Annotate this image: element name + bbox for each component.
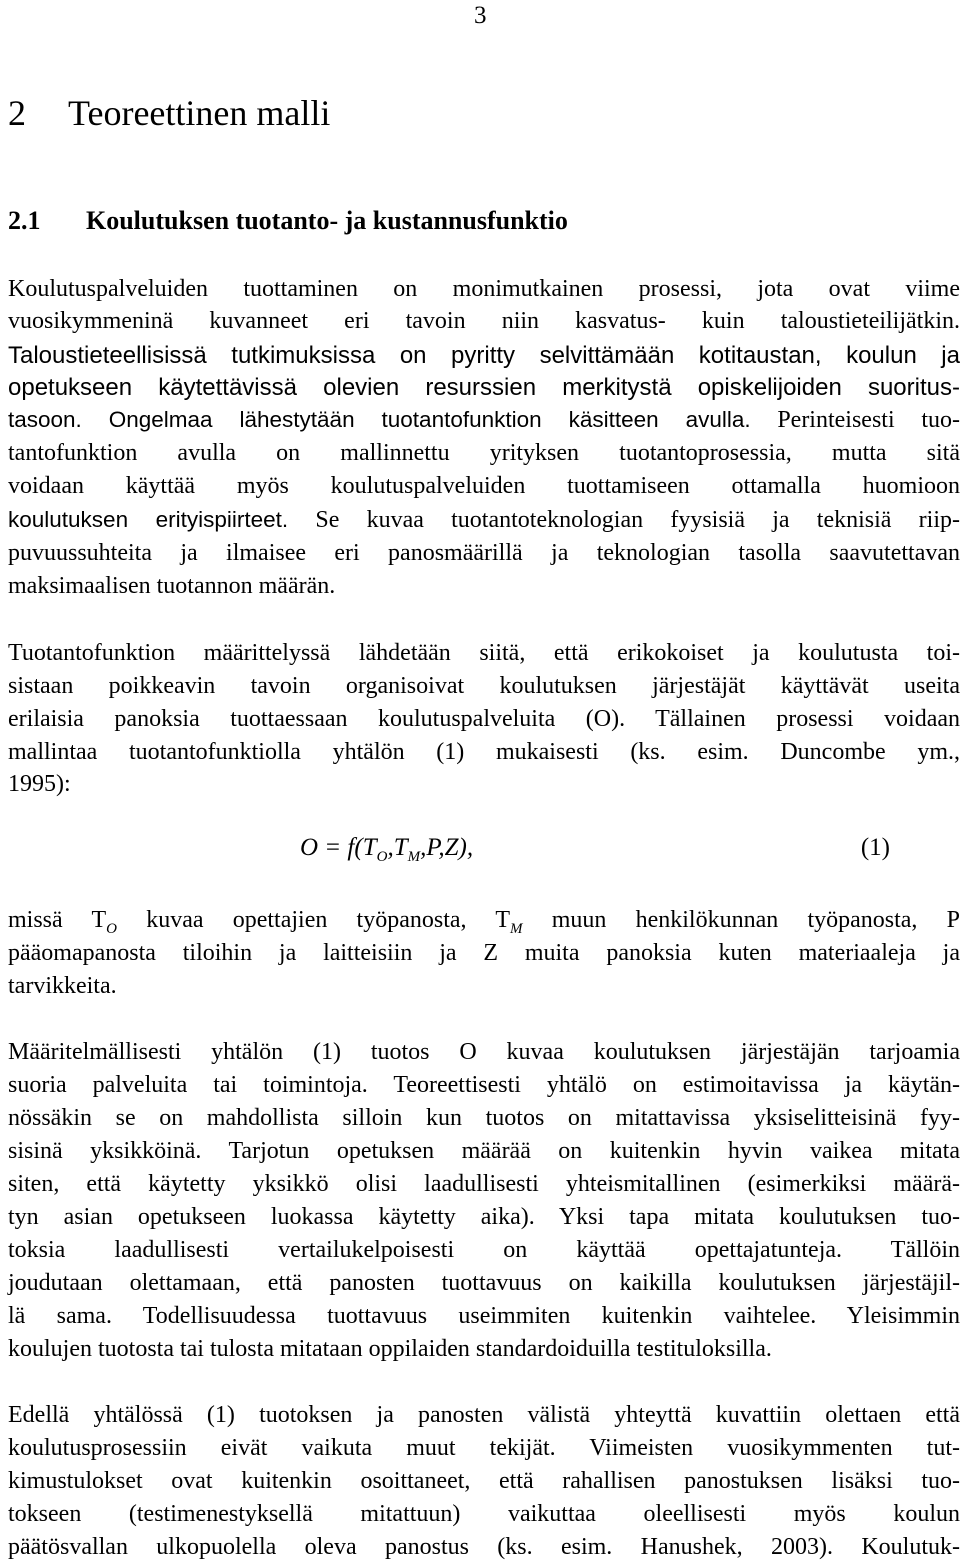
sentence: Se kuvaa tuotantoteknologian fyysisiä ja teknisiä riip- bbox=[288, 507, 960, 533]
paragraph-line: suoria palveluita tai toimintoja. Teoreettisesti yhtälö on estimoitavissa ja käytän- bbox=[8, 1072, 960, 1098]
paragraph-line: sistaan poikkeavin tavoin organisoivat koulutuksen järjestäjät käyttävät useita bbox=[8, 673, 960, 699]
paragraph-line: maksimaalisen tuotannon määrän. bbox=[8, 573, 336, 599]
section-heading bbox=[8, 92, 330, 134]
equation-part: O = f(T bbox=[300, 834, 377, 861]
paragraph-line: Tuotantofunktion määrittelyssä lähdetään siitä, että erikokoiset ja koulutusta toi- bbox=[8, 640, 960, 666]
equation-part: ,T bbox=[387, 834, 408, 861]
paragraph-line: koulutusprosessiin eivät vaikuta muut tekijät. Viimeisten vuosikymmenten tut- bbox=[8, 1435, 960, 1461]
paragraph-line: voidaan käyttää myös koulutuspalveluiden tuottamiseen ottamalla huomioon bbox=[8, 473, 960, 499]
subscript: O bbox=[106, 920, 117, 937]
subscript: M bbox=[509, 920, 523, 937]
paragraph-line: erilaisia panoksia tuottaessaan koulutuspalveluita (O). Tällainen prosessi voidaan bbox=[8, 706, 960, 732]
subsection-heading bbox=[8, 206, 568, 236]
sentence: Perinteisesti tuo- bbox=[750, 407, 960, 433]
subsection-title: Koulutuksen tuotanto- ja kustannusfunktio bbox=[86, 206, 568, 235]
sentence: tasoon. Ongelmaa lähestytään tuotantofunktion käsitteen avulla. bbox=[8, 407, 751, 432]
paragraph-line: Taloustieteellisissä tutkimuksissa on pyritty selvittämään kotitaustan, koulun ja bbox=[8, 342, 960, 369]
paragraph-line: nössäkin se on mahdollista silloin kun tuotos on mitattavissa yksiselitteisinä fyy- bbox=[8, 1105, 960, 1131]
paragraph-line: Edellä yhtälössä (1) tuotoksen ja panosten välistä yhteyttä kuvattiin olettaen että bbox=[8, 1402, 960, 1428]
paragraph-line: koulujen tuotosta tai tulosta mitataan oppilaiden standardoiduilla testituloksilla. bbox=[8, 1336, 772, 1362]
text-run: muun henkilökunnan työpanosta, P bbox=[522, 907, 960, 933]
paragraph-line: sisinä yksikköinä. Tarjotun opetuksen määrää on kuitenkin hyvin vaikea mitata bbox=[8, 1138, 960, 1164]
paragraph-line: Koulutuspalveluiden tuottaminen on monimutkainen prosessi, jota ovat viime bbox=[8, 276, 960, 302]
equation-number: (1) bbox=[860, 834, 890, 861]
paragraph-line bbox=[8, 405, 960, 435]
text-run: missä T bbox=[8, 907, 107, 933]
paragraph-line bbox=[8, 505, 960, 535]
equation-subscript: M bbox=[407, 849, 421, 865]
paragraph-line: tyn asian opetukseen luokassa käytetty aika). Yksi tapa mitata koulutuksen tuo- bbox=[8, 1204, 960, 1230]
paragraph-line: Määritelmällisesti yhtälön (1) tuotos O kuvaa koulutuksen järjestäjän tarjoamia bbox=[8, 1039, 960, 1065]
sentence: koulutuksen erityispiirteet. bbox=[8, 507, 289, 532]
equation bbox=[300, 834, 474, 865]
page-number: 3 bbox=[474, 2, 487, 29]
paragraph-line bbox=[8, 905, 960, 935]
equation-part: ,P,Z), bbox=[420, 834, 474, 861]
paragraph-line: kimustulokset ovat kuitenkin osoittaneet, että rahallisen panostuksen lisäksi tuo- bbox=[8, 1468, 960, 1494]
equation-subscript: O bbox=[376, 849, 388, 865]
section-number: 2 bbox=[8, 93, 26, 133]
text-run: kuvaa opettajien työpanosta, T bbox=[116, 907, 510, 933]
paragraph-line: vuosikymmeninä kuvanneet eri tavoin niin kasvatus- kuin taloustieteilijätkin. bbox=[8, 308, 960, 334]
subsection-number: 2.1 bbox=[8, 206, 41, 235]
paragraph-line: toksia laadullisesti vertailukelpoisesti on käyttää opettajatunteja. Tällöin bbox=[8, 1237, 960, 1263]
paragraph-line: joudutaan olettamaan, että panosten tuottavuus on kaikilla koulutuksen järjestäjil- bbox=[8, 1270, 960, 1296]
paragraph-line: pääomapanosta tiloihin ja laitteisiin ja Z muita panoksia kuten materiaaleja ja bbox=[8, 940, 960, 966]
paragraph-line: päätösvallan ulkopuolella oleva panostus (ks. esim. Hanushek, 2003). Koulutuk- bbox=[8, 1534, 960, 1560]
paragraph-line: opetukseen käytettävissä olevien resurssien merkitystä opiskelijoiden suoritus- bbox=[8, 374, 960, 401]
paragraph-line: tantofunktion avulla on mallinnettu yrityksen tuotantoprosessia, mutta sitä bbox=[8, 440, 960, 466]
paragraph-line: mallintaa tuotantofunktiolla yhtälön (1) mukaisesti (ks. esim. Duncombe ym., bbox=[8, 739, 960, 765]
paragraph-line: tarvikkeita. bbox=[8, 973, 117, 999]
paragraph-line: puvuussuhteita ja ilmaisee eri panosmäärillä ja teknologian tasolla saavutettavan bbox=[8, 540, 960, 566]
paragraph-line: siten, että käytetty yksikkö olisi laadullisesti yhteismitallinen (esimerkiksi määrä- bbox=[8, 1171, 960, 1197]
paragraph-line: 1995): bbox=[8, 771, 71, 797]
section-title: Teoreettinen malli bbox=[68, 93, 331, 133]
paragraph-line: lä sama. Todellisuudessa tuottavuus useimmiten kuitenkin vaihtelee. Yleisimmin bbox=[8, 1303, 960, 1329]
paragraph-line: tokseen (testimenestyksellä mitattuun) vaikuttaa oleellisesti myös koulun bbox=[8, 1501, 960, 1527]
